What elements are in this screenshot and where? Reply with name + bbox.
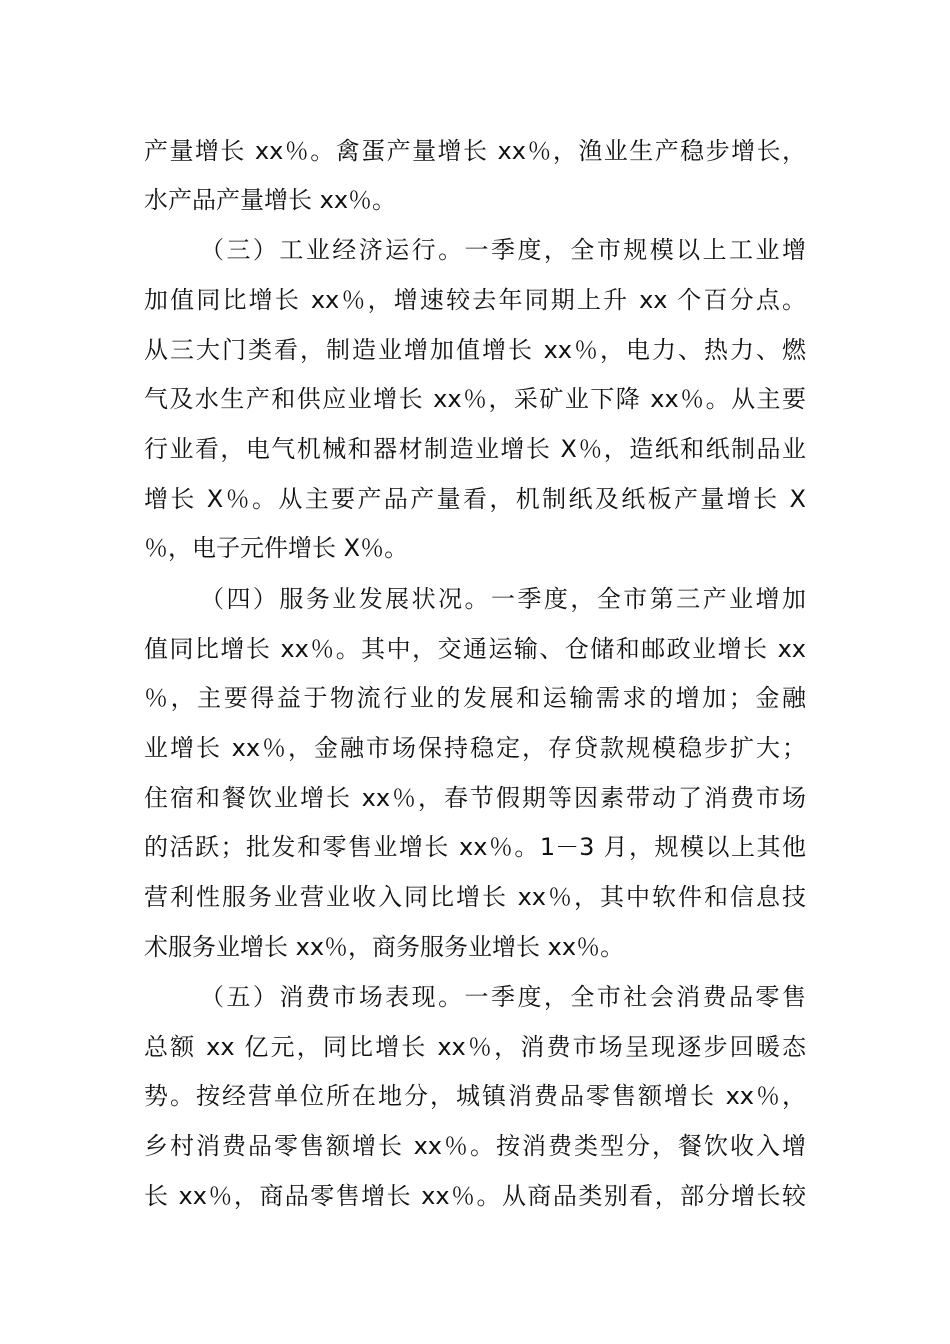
paragraph-2-line-2: 加值同比增长 xx％，增速较去年同期上升 xx 个百分点。	[144, 286, 806, 314]
paragraph-3-line-4: 业增长 xx％，金融市场保持稳定，存贷款规模稳步扩大；	[144, 734, 806, 762]
paragraph-4-line-2: 总额 xx 亿元，同比增长 xx％，消费市场呈现逐步回暖态	[144, 1033, 806, 1061]
paragraph-3-line-7: 营利性服务业营业收入同比增长 xx％，其中软件和信息技	[144, 883, 806, 911]
paragraph-3-line-5: 住宿和餐饮业增长 xx％，春节假期等因素带动了消费市场	[144, 784, 806, 812]
paragraph-2-line-1: （三）工业经济运行。一季度，全市规模以上工业增	[200, 236, 806, 264]
paragraph-2-line-3: 从三大门类看，制造业增加值增长 xx％，电力、热力、燃	[144, 336, 806, 364]
paragraph-3-line-2: 值同比增长 xx％。其中，交通运输、仓储和邮政业增长 xx	[144, 635, 806, 663]
paragraph-4-line-1: （五）消费市场表现。一季度，全市社会消费品零售	[200, 983, 806, 1011]
paragraph-2-line-7: ％，电子元件增长 X％。	[144, 534, 409, 562]
paragraph-2-line-6: 增长 X％。从主要产品产量看，机制纸及纸板产量增长 X	[144, 485, 806, 513]
paragraph-3-line-6: 的活跃；批发和零售业增长 xx％。1－3 月，规模以上其他	[144, 833, 806, 861]
paragraph-3-line-1: （四）服务业发展状况。一季度，全市第三产业增加	[200, 585, 806, 613]
paragraph-4-line-3: 势。按经营单位所在地分，城镇消费品零售额增长 xx％，	[144, 1082, 806, 1110]
paragraph-2-line-4: 气及水生产和供应业增长 xx％，采矿业下降 xx％。从主要	[144, 385, 806, 413]
paragraph-3-line-3: ％，主要得益于物流行业的发展和运输需求的增加；金融	[144, 684, 806, 712]
paragraph-4-line-5: 长 xx％，商品零售增长 xx％。从商品类别看，部分增长较	[144, 1182, 806, 1210]
paragraph-1-line-2: 水产品产量增长 xx％。	[144, 186, 397, 214]
paragraph-1-line-1: 产量增长 xx％。禽蛋产量增长 xx％，渔业生产稳步增长，	[144, 137, 806, 165]
paragraph-4-line-4: 乡村消费品零售额增长 xx％。按消费类型分，餐饮收入增	[144, 1132, 806, 1160]
paragraph-3-line-8: 术服务业增长 xx％，商务服务业增长 xx％。	[144, 933, 625, 961]
paragraph-2-line-5: 行业看，电气机械和器材制造业增长 X％，造纸和纸制品业	[144, 435, 806, 463]
